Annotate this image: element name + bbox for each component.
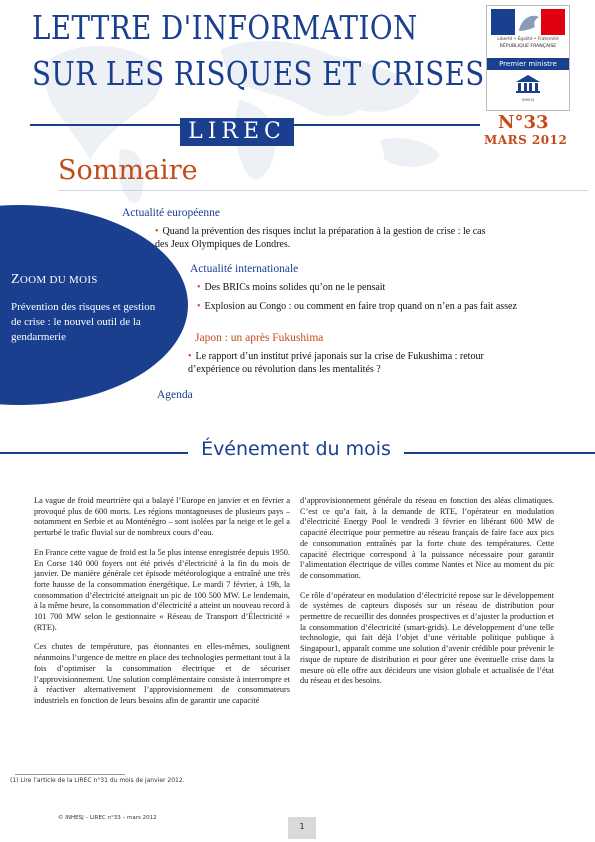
toc-item[interactable]: • Explosion au Congo : ou comment en faire trop quand on n’en a pas fait assez: [197, 301, 517, 312]
toc-section-title[interactable]: Japon : un après Fukushima: [195, 332, 324, 344]
government-logo-block: [486, 5, 570, 111]
bullet-icon: •: [197, 282, 201, 293]
toc-section-title[interactable]: Actualité internationale: [190, 263, 299, 275]
article-paragraph: La vague de froid meurtrière qui a balayé l’Europe en janvier et en février a provoqué plus de 600 morts. Les régions montagneuses de plusieurs pays – notamment en Serbie et au Monténégro – sont isolées par la neige et le gel a perturbé le trafic fluvial sur de nombreux cours d’eau.: [34, 496, 290, 538]
brand-label: LIREC: [180, 118, 294, 146]
footnote-rule: [15, 774, 125, 775]
bullet-icon: •: [197, 301, 201, 312]
article-paragraph: Ces chutes de température, pas étonnantes en elles-mêmes, soulignent néanmoins l’urgence de mettre en place des technologies permettant tout à la fois d’optimiser la consommation électrique et de sécuriser l’approvisionnement. Une solution complémentaire consiste à interrompre et à réactiver alternativement l’approvisionnement de consommateurs industriels en fonction de leurs besoins afin de garantir une capacité: [34, 642, 290, 705]
newsletter-title-line-2: SUR LES RISQUES ET CRISES: [32, 54, 485, 93]
article-paragraph: Ce rôle d’opérateur en modulation d’électricité repose sur le développement de systèmes de capteurs disposés sur un réseau de distribution pour permettre de recueillir des données prospectives et d’ajuster la production et la consommation d’électricité (smart-grids). Le développement d’une telle technologie, qui fait déjà l’objet d’une véritable politique publique à Singapour1, apparaît comme une solution d’avenir crédible pour prévenir le risque de rupture de distribution et pour gérer une éventuelle crise dans la mesure où elle offre aux décideurs une vision globale et actualisée de l’état du réseau et des besoins.: [300, 590, 554, 686]
toc-section-title[interactable]: Agenda: [157, 389, 193, 401]
republic-name: RÉPUBLIQUE FRANÇAISE: [499, 44, 557, 49]
article-paragraph: En France cette vague de froid est la 5e plus intense enregistrée depuis 1950. En Corse 140 000 foyers ont été privés d’électricité à la fin du mois de janvier. De manière générale cet épisode météorologique a entraîné une très forte hausse de la consommation énergétique. Le mardi 7 février, à 19h, la consommation d’électricité atteignait un pic de 100 500 MW. Le lendemain, à la même heure, la consommation d’électricité a atteint un nouveau record à 101 700 MW selon le gestionnaire « Réseau de Transport d’Électricité » (RTE).: [34, 547, 290, 632]
table-of-contents-heading: Sommaire: [58, 155, 198, 186]
newsletter-title-line-1: LETTRE D'INFORMATION: [32, 8, 418, 47]
bullet-icon: •: [155, 226, 159, 237]
toc-item[interactable]: • Quand la prévention des risques inclut la préparation à la gestion de crise : le cas des Jeux Olympiques de Londres.: [155, 226, 486, 250]
zoom-title: ZOOM DU MOIS: [11, 272, 98, 287]
bullet-icon: •: [188, 351, 192, 362]
toc-section-title[interactable]: Actualité européenne: [122, 207, 221, 219]
footnote: (1) Lire l’article de la LIREC n°31 du mois de janvier 2012.: [10, 777, 185, 784]
article-column-right: [300, 496, 554, 696]
article-paragraph: d’approvisionnement générale du réseau en fonction des aléas climatiques. C’est ce qu’a fait, à la demande de RTE, l’opérateur en modulation d’électricité Energy Pool le vendredi 3 février en libérant 600 MW de capacité électrique pour permettre au réseau français de faire face aux pics de consommation entraînés par la forte chute des températures. Cette capacité électrique correspond à la puissance nécessaire pour garantir l’alimentation électrique de villes comme Nantes et Nice au moment du pic de consommation.: [300, 496, 554, 580]
section-heading: Événement du mois: [201, 438, 391, 460]
marianne-flag-icon: [491, 9, 565, 35]
page-number: 1: [299, 822, 305, 831]
zoom-description[interactable]: Prévention des risques et gestion de crise : le nouvel outil de la gendarmerie: [11, 301, 156, 343]
toc-item[interactable]: • Des BRICs moins solides qu’on ne le pensait: [197, 282, 386, 293]
issue-number: N°33: [498, 112, 549, 133]
institute-name: INHESJ: [521, 98, 535, 102]
republic-motto: Liberté • Égalité • Fraternité: [497, 37, 559, 42]
toc-divider: [58, 190, 588, 191]
copyright-notice: © INHESJ – LIREC n°33 – mars 2012: [58, 815, 157, 821]
issue-date: MARS 2012: [484, 133, 568, 147]
inhesj-building-icon: [514, 74, 542, 94]
ministry-label: Premier ministre: [487, 58, 569, 70]
toc-item[interactable]: • Le rapport d’un institut privé japonais sur la crise de Fukushima : retour d’expérience ou révolution dans les mentalités ?: [188, 351, 484, 375]
article-column-left: [34, 496, 290, 716]
